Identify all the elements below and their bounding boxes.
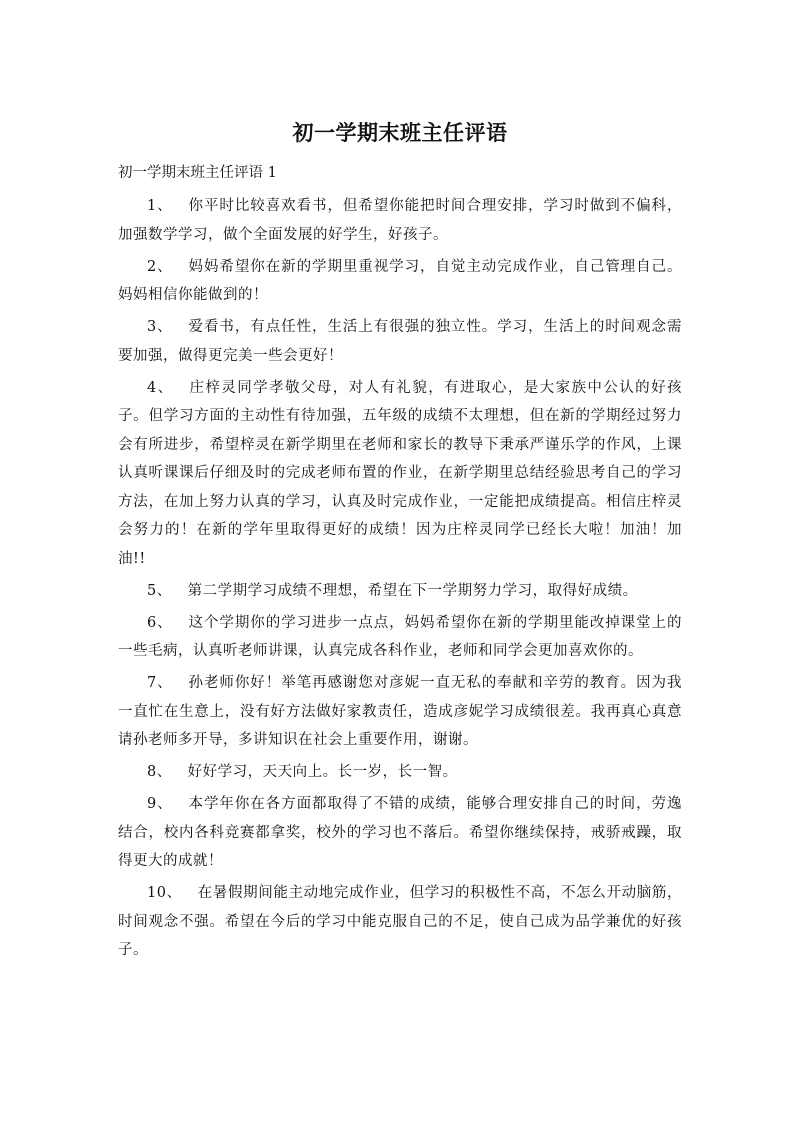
comment-item bbox=[118, 374, 682, 574]
comment-number: 4、 bbox=[147, 379, 174, 396]
comment-text: 这个学期你的学习进步一点点，妈妈希望你在新的学期里能改掉课堂上的一些毛病，认真听老师讲课，认真完成各科作业，老师和同学会更加喜欢你的。 bbox=[118, 614, 682, 659]
comment-number: 6、 bbox=[147, 614, 173, 631]
comment-item bbox=[118, 253, 682, 310]
comment-item bbox=[118, 609, 682, 666]
comment-number: 3、 bbox=[147, 319, 173, 335]
comment-text: 在暑假期间能主动地完成作业，但学习的积极性不高，不怎么开动脑筋，时间观念不强。希望在今后的学习中能克服自己的不足，使自己成为品学兼优的好孩子。 bbox=[118, 885, 682, 958]
comment-item bbox=[118, 192, 682, 249]
comment-text: 第二学期学习成绩不理想，希望在下一学期努力学习，取得好成绩。 bbox=[187, 582, 638, 599]
comment-number: 10、 bbox=[147, 885, 182, 901]
document-subtitle: 初一学期末班主任评语 1 bbox=[118, 165, 277, 181]
comment-number: 7、 bbox=[147, 675, 173, 691]
comment-item bbox=[118, 669, 682, 755]
comment-text: 爱看书，有点任性，生活上有很强的独立性。学习，生活上的时间观念需要加强，做得更完美一些会更好！ bbox=[118, 319, 682, 364]
comment-item bbox=[118, 758, 682, 787]
comment-text: 好好学习，天天向上。长一岁，长一智。 bbox=[187, 764, 458, 780]
comment-item bbox=[118, 879, 682, 965]
comment-text: 孙老师你好！举笔再感谢您对彦妮一直无私的奉献和辛劳的教育。因为我一直忙在生意上，没有好方法做好家教责任，造成彦妮学习成绩很差。我再真心真意请孙老师多开导，多讲知识在社会上重要作用，谢谢。 bbox=[118, 675, 682, 748]
comment-number: 8、 bbox=[147, 764, 172, 780]
comment-number: 1、 bbox=[147, 198, 173, 214]
comment-item bbox=[118, 577, 682, 606]
comment-text: 庄梓灵同学孝敬父母，对人有礼貌，有进取心，是大家族中公认的好孩子。但学习方面的主动性有待加强，五年级的成绩不太理想，但在新的学期经过努力会有所进步，希望梓灵在新学期里在老师和家长的教导下秉承严谨乐学的作风，上课认真听课课后仔细及时的完成老师布置的作业，在新学期里总结经验思考自己的学习方法，在加上努力认真的学习，认真及时完成作业，一定能把成绩提高。相信庄梓灵会努力的！在新的学年里取得更好的成绩！因为庄梓灵同学已经长大啦！加油！加油!! bbox=[118, 379, 682, 567]
document-title: 初一学期末班主任评语 bbox=[292, 121, 508, 145]
comment-item bbox=[118, 790, 682, 876]
comment-number: 2、 bbox=[147, 258, 173, 275]
comment-text: 妈妈希望你在新的学期里重视学习，自觉主动完成作业，自己管理自己。妈妈相信你能做到的！ bbox=[118, 258, 682, 303]
comment-number: 9、 bbox=[147, 796, 173, 812]
comment-text: 你平时比较喜欢看书，但希望你能把时间合理安排，学习时做到不偏科，加强数学学习，做个全面发展的好学生，好孩子。 bbox=[118, 198, 682, 243]
comment-number: 5、 bbox=[147, 582, 172, 599]
comment-item bbox=[118, 313, 682, 370]
comment-text: 本学年你在各方面都取得了不错的成绩，能够合理安排自己的时间，劳逸结合，校内各科竞赛都拿奖，校外的学习也不落后。希望你继续保持，戒骄戒躁，取得更大的成就！ bbox=[118, 796, 682, 869]
